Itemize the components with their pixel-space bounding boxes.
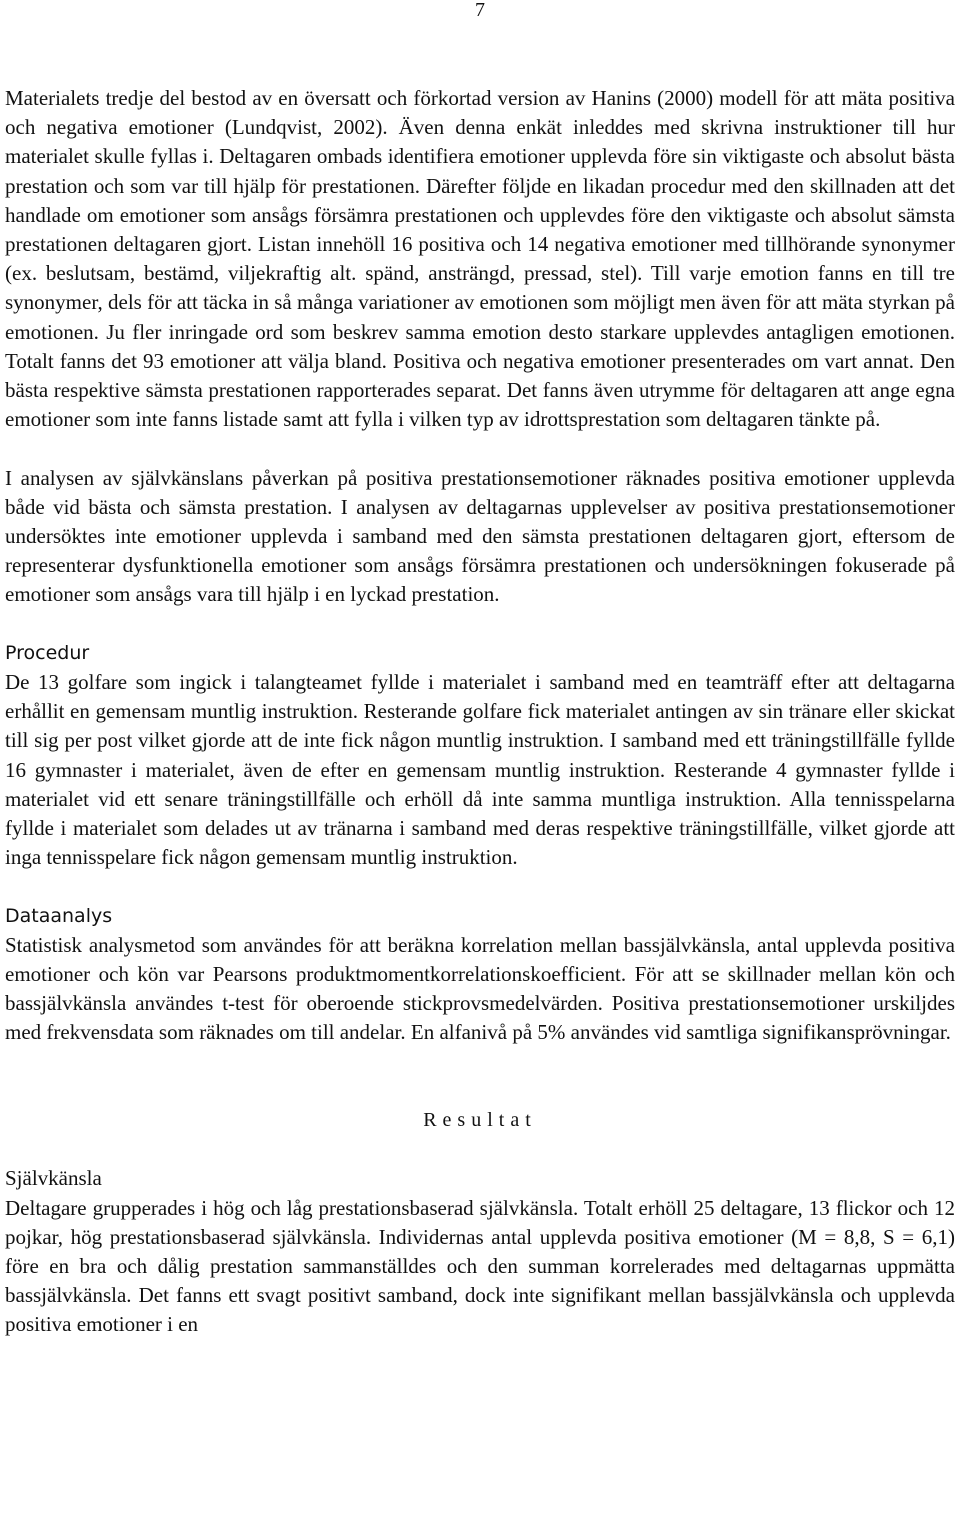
section-heading-procedur: Procedur bbox=[5, 641, 90, 664]
paragraph-dataanalys: Statistisk analysmetod som användes för att beräkna korrelation mellan bassjälvkänsla, antal upplevda positiva emotioner och kön var Pearsons produktmomentkorrelationskoefficient. För att se skillnader mellan kön och bassjälvkänsla användes t-test för oberoende stickprovsmedelvärden. Positiva prestationsemotioner urskiljdes med frekvensdata som räknades om till andelar. En alfanivå på 5% användes vid samtliga signifikansprövningar. bbox=[5, 932, 955, 1045]
section-heading-dataanalys: Dataanalys bbox=[5, 904, 113, 927]
page-number: 7 bbox=[475, 0, 485, 21]
section-heading-sjalvkansla: Självkänsla bbox=[5, 1166, 102, 1191]
document-body bbox=[5, 84, 955, 1340]
paragraph-analysis-selfesteem: I analysen av självkänslans påverkan på positiva prestationsemotioner räknades positiva emotioner upplevda både vid bästa och sämsta prestation. I analysen av deltagarnas upplevelser av positiva prestationsemotioner undersöktes inte emotioner upplevda i samband med den sämsta prestationen deltagaren gjort, eftersom de representerar dysfunktionella emotioner som ansågs försämra prestationen och undersökningen fokuserade på emotioner som ansågs vara till hjälp i en lyckad prestation. bbox=[5, 465, 955, 607]
paragraph-materials-part3: Materialets tredje del bestod av en översatt och förkortad version av Hanins (2000) modell för att mäta positiva och negativa emotioner (Lundqvist, 2002). Även denna enkät inleddes med skrivna instruktioner till hur materialet skulle fyllas i. Deltagaren ombads identifiera emotioner upplevda före sin viktigaste och absolut bästa prestation och som var till hjälp för prestationen. Därefter följde en likadan procedur med den skillnaden att det handlade om emotioner som ansågs försämra prestationen och upplevdes före den viktigaste och absolut sämsta prestationen deltagaren gjort. Listan innehöll 16 positiva och 14 negativa emotioner med tillhörande synonymer (ex. beslutsam, bestämd, viljekraftig alt. spänd, ansträngd, pressad, stel). Till varje emotion fanns en till tre synonymer, dels för att täcka in så många variationer av emotionen som möjligt men även för att mäta styrkan på emotionen. Ju fler inringade ord som beskrev samma emotion desto starkare upplevdes antagligen emotionen. Totalt fanns det 93 emotioner att välja bland. Positiva och negativa emotioner presenterades om vart annat. Den bästa respektive sämsta prestationen rapporterades separat. Det fanns även utrymme för deltagaren att ange egna emotioner som inte fanns listade samt att fylla i vilken typ av idrottsprestation som deltagaren tänkte på. bbox=[5, 86, 955, 432]
section-heading-resultat: Resultat bbox=[423, 1109, 537, 1132]
paragraph-sjalvkansla: Deltagare grupperades i hög och låg prestationsbaserad självkänsla. Totalt erhöll 25 deltagare, 13 flickor och 12 pojkar, hög prestationsbaserad självkänsla. Individernas antal upplevda positiva emotioner (M = 8,8, S = 6,1) före en bra och dålig prestation sammanställdes och den summan korrelerades med deltagarnas uppmätta bassjälvkänsla. Det fanns ett svagt positivt samband, dock inte signifikant mellan bassjälvkänsla och upplevda positiva emotioner i en bbox=[5, 1195, 955, 1337]
paragraph-procedur: De 13 golfare som ingick i talangteamet fyllde i materialet i samband med en teamträff efter att deltagarna erhållit en gemensam muntlig instruktion. Resterande golfare fick materialet antingen av sin tränare eller skickat till sig per post vilket gjorde att de inte fick någon muntlig instruktion. I samband med ett träningstillfälle fyllde 16 gymnaster i materialet, även de efter en gemensam muntlig instruktion. Resterande 4 gymnaster fyllde i materialet vid ett senare träningstillfälle och erhöll då inte samma muntliga instruktion. Alla tennisspelarna fyllde i materialet som delades ut av tränarna i samband med deras respektive träningstillfälle, vilket gjorde att inga tennisspelare fick någon gemensam muntlig instruktion. bbox=[5, 670, 955, 870]
